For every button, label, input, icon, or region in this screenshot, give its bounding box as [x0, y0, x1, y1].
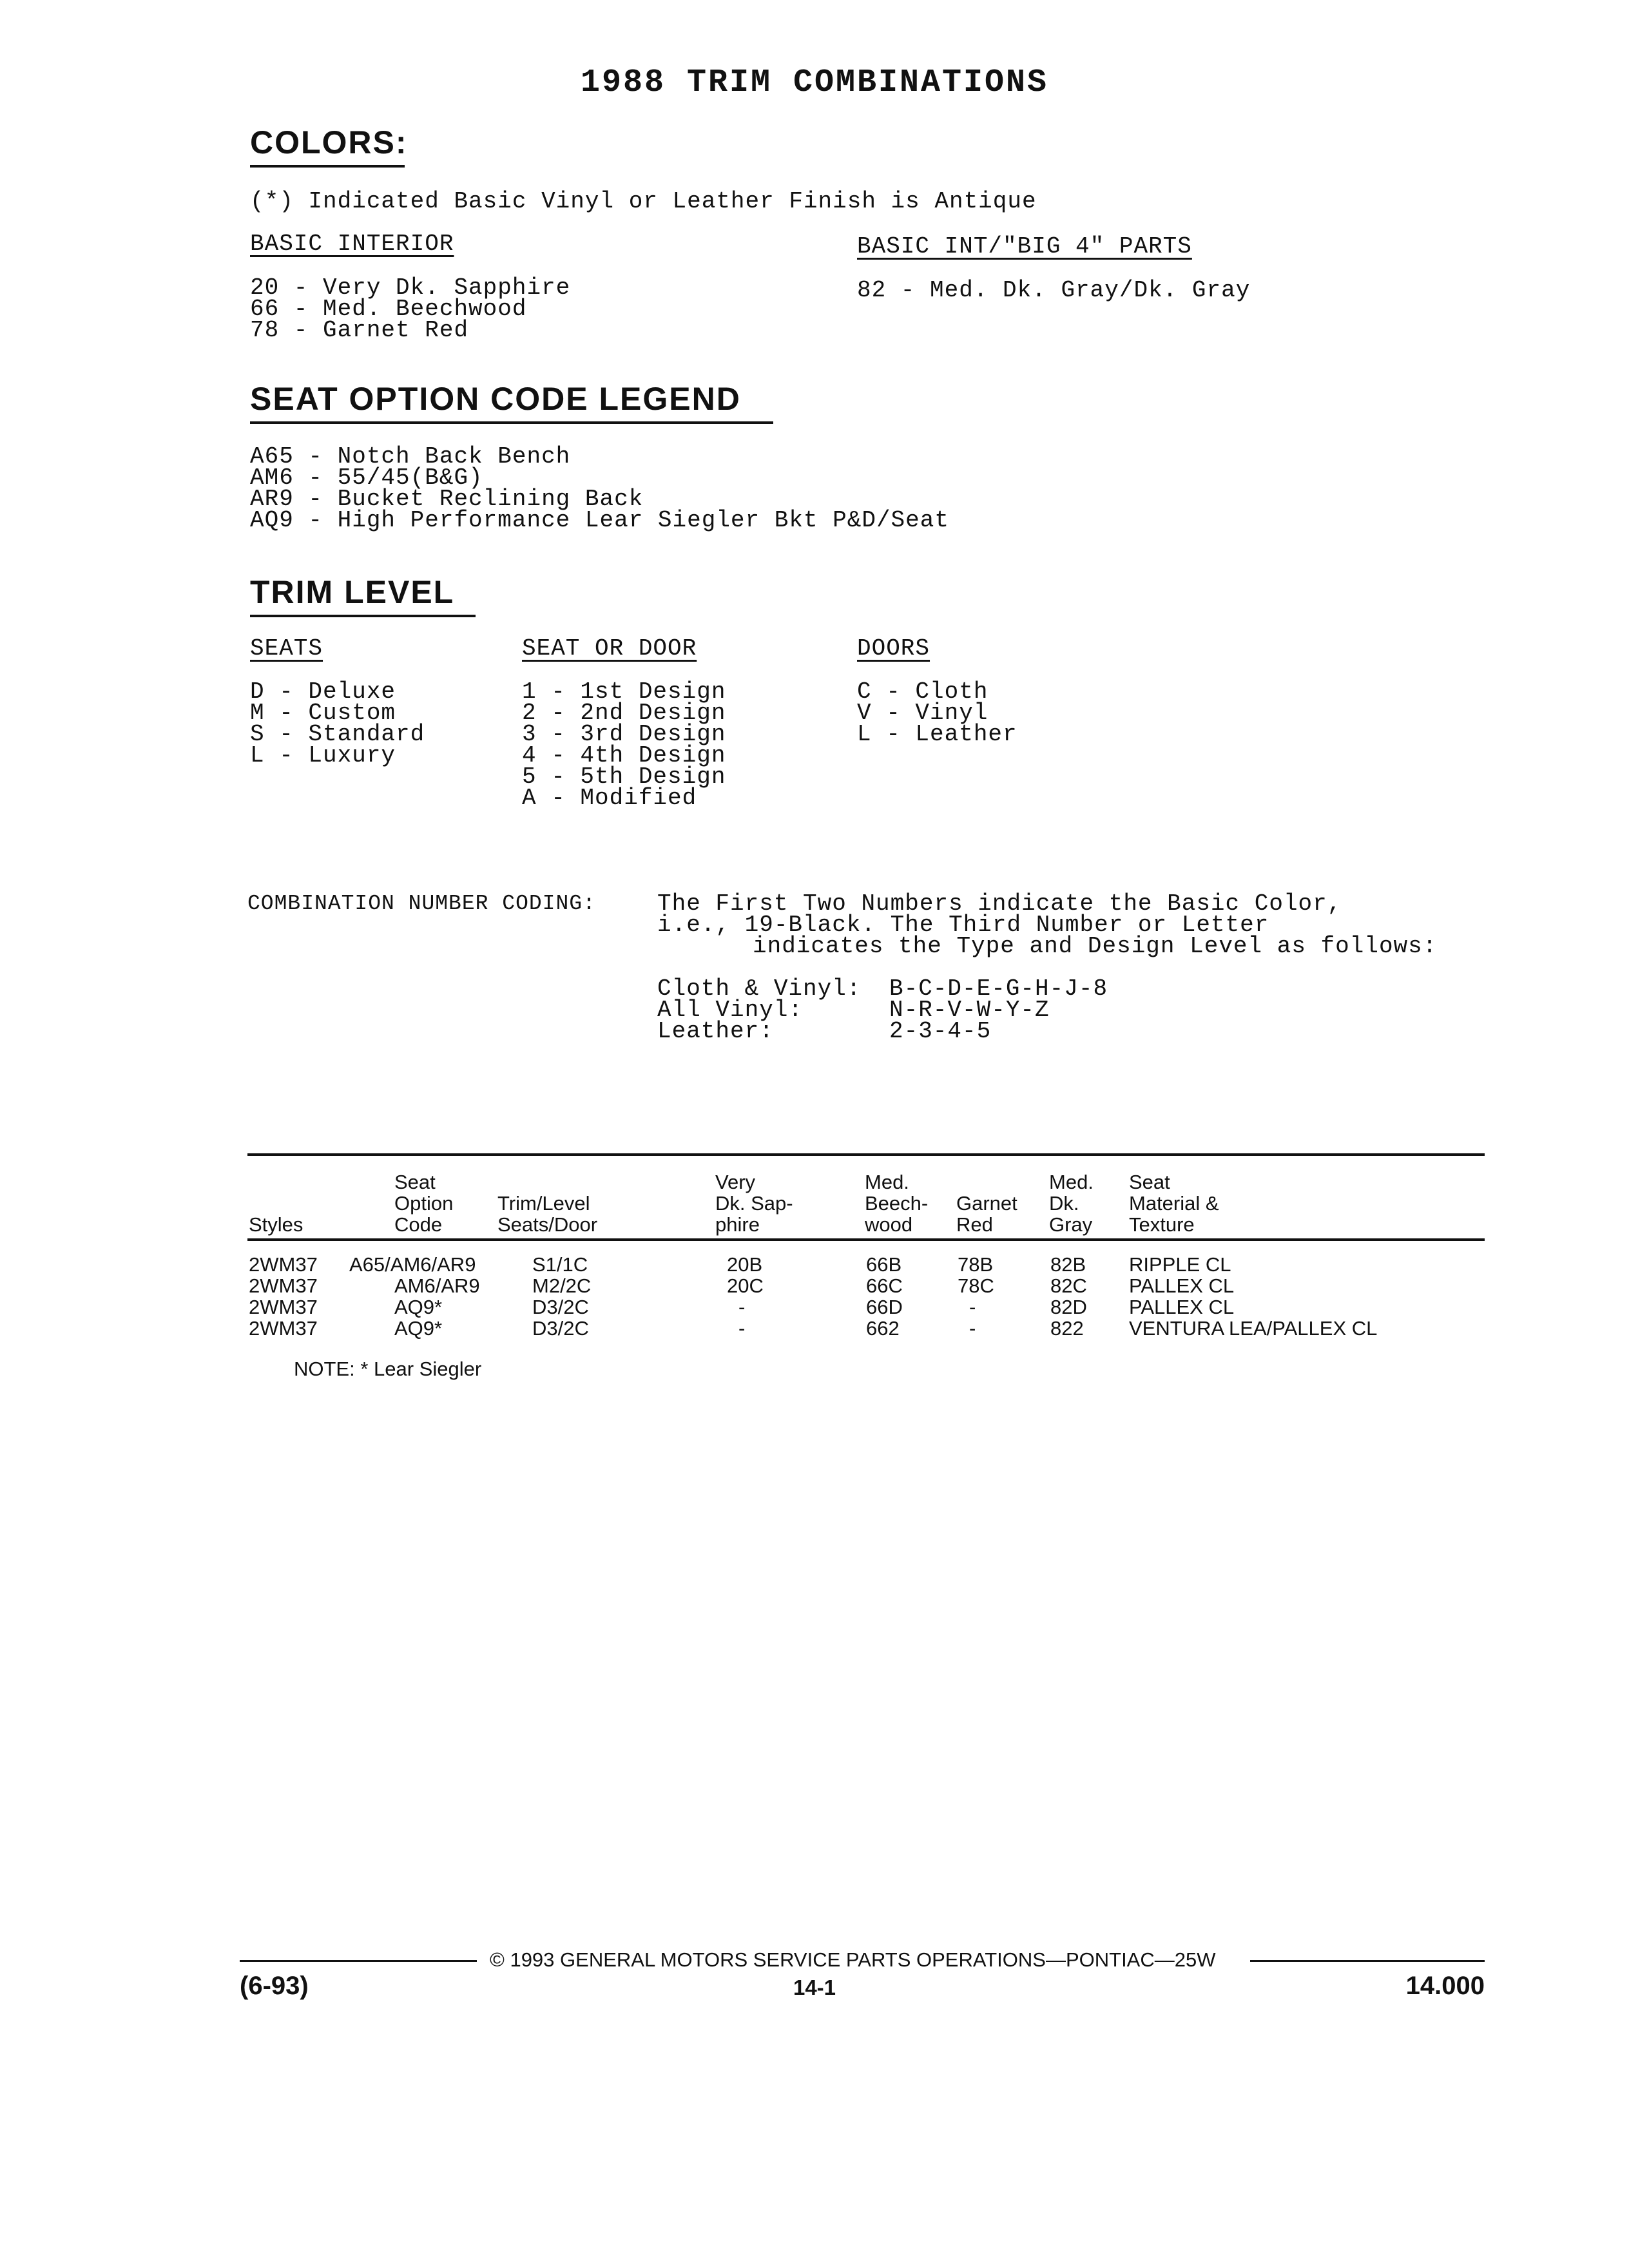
- cell-beechwood: 66C: [866, 1274, 903, 1297]
- list-item: AQ9 - High Performance Lear Siegler Bkt P&D/Seat: [250, 507, 949, 533]
- cell-trim-level: S1/1C: [532, 1253, 588, 1276]
- list-item: 78 - Garnet Red: [250, 317, 469, 343]
- cell-style: 2WM37: [249, 1274, 318, 1297]
- list-item: A - Modified: [522, 785, 697, 811]
- cell-gray: 82B: [1050, 1253, 1086, 1276]
- header-very-dk-sapphire: Very Dk. Sap- phire: [715, 1171, 793, 1236]
- cell-trim-level: D3/2C: [532, 1296, 589, 1318]
- list-item: 1 - 1st Design: [522, 678, 726, 705]
- basic-int-big4-label: BASIC INT/"BIG 4" PARTS: [857, 233, 1192, 260]
- list-item: A65 - Notch Back Bench: [250, 443, 571, 470]
- list-item: V - Vinyl: [857, 700, 988, 726]
- footer-date: (6-93): [240, 1972, 309, 2000]
- cell-gray: 82C: [1050, 1274, 1087, 1297]
- list-item: M - Custom: [250, 700, 396, 726]
- cell-gray: 82D: [1050, 1296, 1087, 1318]
- table-row: [0, 1275, 1629, 1296]
- list-item: AR9 - Bucket Reclining Back: [250, 486, 644, 512]
- header-seat-option-code: Seat Option Code: [394, 1171, 454, 1236]
- cell-seat-code: AQ9*: [394, 1296, 443, 1318]
- cell-beechwood: 662: [866, 1317, 900, 1340]
- table-note: NOTE: * Lear Siegler: [294, 1358, 482, 1380]
- cell-material: PALLEX CL: [1129, 1274, 1235, 1297]
- cell-garnet: 78B: [958, 1253, 994, 1276]
- cell-seat-code: AQ9*: [394, 1317, 443, 1340]
- cell-style: 2WM37: [249, 1253, 318, 1276]
- cell-sapphire: 20B: [727, 1253, 763, 1276]
- list-item: S - Standard: [250, 721, 425, 747]
- coding-key: Leather:: [657, 1018, 774, 1044]
- seat-or-door-label: SEAT OR DOOR: [522, 635, 697, 662]
- cell-style: 2WM37: [249, 1296, 318, 1318]
- cell-trim-level: M2/2C: [532, 1274, 592, 1297]
- cell-garnet: 78C: [958, 1274, 994, 1297]
- footer-rule-right: [1250, 1960, 1485, 1962]
- footer-copyright: © 1993 GENERAL MOTORS SERVICE PARTS OPERATIONS—PONTIAC—25W: [490, 1948, 1216, 1971]
- seats-label: SEATS: [250, 635, 323, 662]
- cell-trim-level: D3/2C: [532, 1317, 589, 1340]
- coding-value: B-C-D-E-G-H-J-8: [889, 975, 1108, 1002]
- footer-section-number: 14.000: [1405, 1972, 1485, 2000]
- header-garnet-red: Garnet Red: [956, 1192, 1017, 1236]
- cell-material: VENTURA LEA/PALLEX CL: [1129, 1317, 1378, 1340]
- colors-note: (*) Indicated Basic Vinyl or Leather Finish is Antique: [250, 188, 1037, 215]
- seat-or-door-list: [522, 678, 726, 811]
- table-header: [0, 1171, 1629, 1236]
- doors-label: DOORS: [857, 635, 930, 662]
- table-header-rule: [247, 1238, 1485, 1241]
- cell-material: RIPPLE CL: [1129, 1253, 1231, 1276]
- cell-garnet: -: [969, 1296, 976, 1318]
- coding-rows: [657, 975, 1108, 1044]
- list-item: L - Leather: [857, 721, 1017, 747]
- colors-heading: COLORS:: [250, 124, 405, 168]
- basic-interior-label: BASIC INTERIOR: [250, 231, 454, 257]
- coding-key: Cloth & Vinyl:: [657, 975, 862, 1002]
- header-med-dk-gray: Med. Dk. Gray: [1049, 1171, 1094, 1236]
- list-item: 3 - 3rd Design: [522, 721, 726, 747]
- coding-line: The First Two Numbers indicate the Basic Color,: [657, 890, 1342, 917]
- seats-list: [250, 678, 425, 769]
- cell-seat-code: A65/AM6/AR9: [349, 1253, 476, 1276]
- header-seat-material: Seat Material & Texture: [1129, 1171, 1219, 1236]
- table-row: [0, 1254, 1629, 1275]
- cell-style: 2WM37: [249, 1317, 318, 1340]
- cell-seat-code: AM6/AR9: [394, 1274, 480, 1297]
- seat-option-heading: SEAT OPTION CODE LEGEND: [250, 380, 773, 424]
- coding-value: 2-3-4-5: [889, 1018, 992, 1044]
- cell-beechwood: 66D: [866, 1296, 903, 1318]
- cell-beechwood: 66B: [866, 1253, 902, 1276]
- coding-line: indicates the Type and Design Level as follows:: [753, 933, 1438, 959]
- page-title: 1988 TRIM COMBINATIONS: [580, 64, 1049, 101]
- list-item: 4 - 4th Design: [522, 742, 726, 769]
- header-trim-level: Trim/Level Seats/Door: [497, 1192, 598, 1236]
- table-row: [0, 1318, 1629, 1339]
- list-item: 2 - 2nd Design: [522, 700, 726, 726]
- list-item: 20 - Very Dk. Sapphire: [250, 274, 571, 301]
- table-top-rule: [247, 1153, 1485, 1156]
- coding-label: COMBINATION NUMBER CODING:: [247, 892, 596, 916]
- cell-gray: 822: [1050, 1317, 1084, 1340]
- list-item: C - Cloth: [857, 678, 988, 705]
- doors-list: [857, 678, 1017, 747]
- coding-value: N-R-V-W-Y-Z: [889, 997, 1050, 1023]
- table-row: [0, 1296, 1629, 1318]
- list-item: 66 - Med. Beechwood: [250, 296, 527, 322]
- header-med-beechwood: Med. Beech- wood: [865, 1171, 929, 1236]
- footer-rule-left: [240, 1960, 477, 1962]
- list-item: L - Luxury: [250, 742, 396, 769]
- seat-option-list: [250, 443, 949, 533]
- basic-interior-list: [250, 274, 571, 343]
- table-body: [0, 1254, 1629, 1344]
- coding-key: All Vinyl:: [657, 997, 804, 1023]
- cell-sapphire: -: [738, 1317, 746, 1340]
- header-styles: Styles: [249, 1213, 304, 1236]
- cell-garnet: -: [969, 1317, 976, 1340]
- list-item: AM6 - 55/45(B&G): [250, 465, 483, 491]
- cell-sapphire: -: [738, 1296, 746, 1318]
- footer-page-number: 14-1: [793, 1975, 836, 1999]
- basic-int-big4-item: 82 - Med. Dk. Gray/Dk. Gray: [857, 277, 1251, 303]
- cell-sapphire: 20C: [727, 1274, 764, 1297]
- coding-text: [657, 890, 1438, 959]
- list-item: 5 - 5th Design: [522, 764, 726, 790]
- cell-material: PALLEX CL: [1129, 1296, 1235, 1318]
- trim-level-heading: TRIM LEVEL: [250, 573, 476, 617]
- coding-line: i.e., 19-Black. The Third Number or Letter: [657, 912, 1269, 938]
- list-item: D - Deluxe: [250, 678, 396, 705]
- coding-row: [657, 1018, 1108, 1044]
